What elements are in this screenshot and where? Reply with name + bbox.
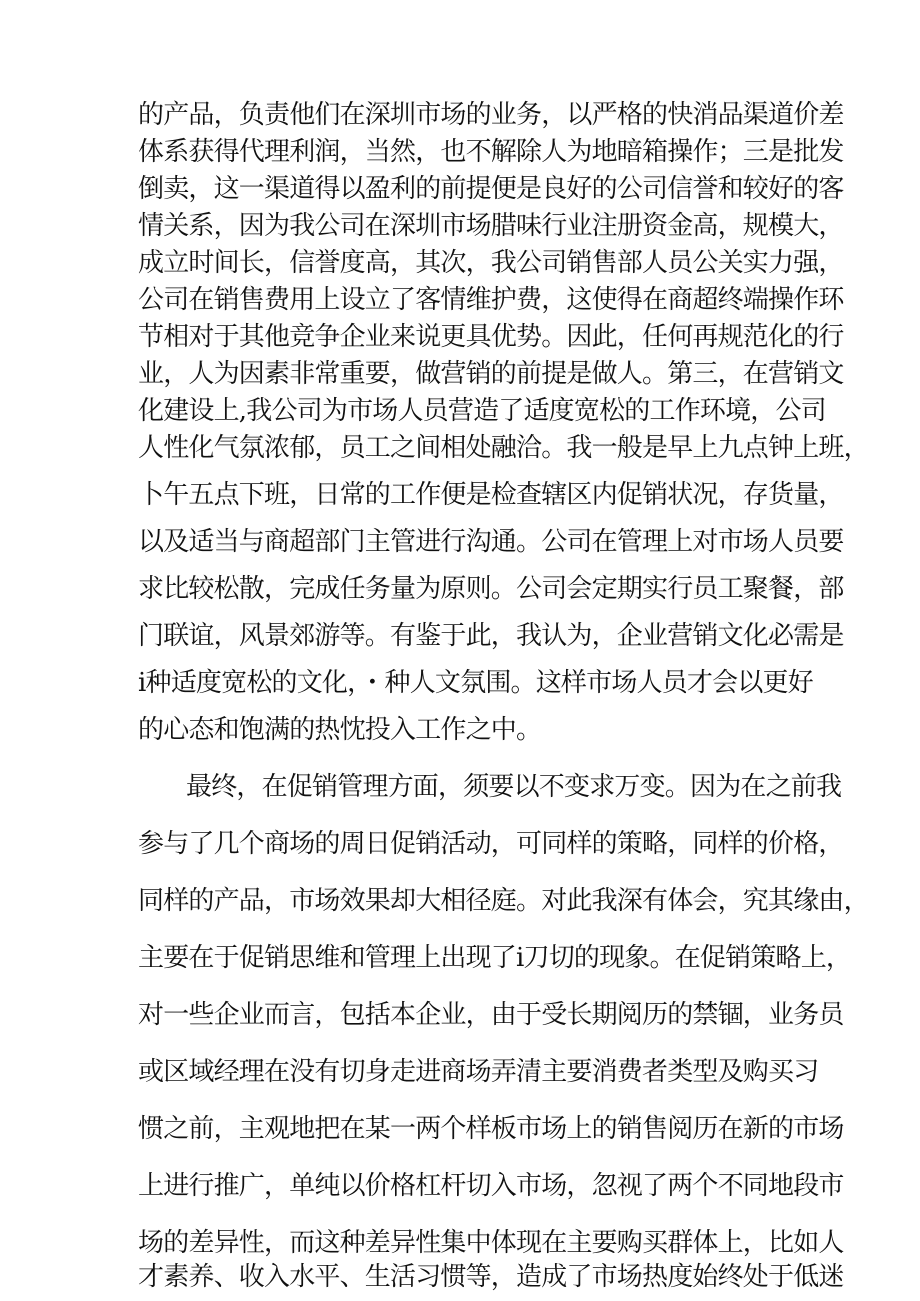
text-line: 最终，在促销管理方面，须要以不变求万变。因为在之前我 — [186, 772, 842, 802]
text-line: 才素养、收入水平、生活习惯等，造成了市场热度始终处于低迷 — [138, 1262, 844, 1292]
text-line: 对一些企业而言，包括本企业，由于受长期阅历的禁锢，业务员 — [138, 1000, 844, 1030]
text-line: 门联谊，风景郊游等。有鉴于此，我认为，企业营销文化必需是 — [138, 621, 844, 651]
text-line: 公司在销售费用上设立了客情维护费，这使得在商超终端操作环 — [138, 285, 844, 315]
text-line: 人性化气氛浓郁，员工之间相处融洽。我一般是早上九点钟上班， — [138, 433, 869, 463]
text-line: 主要在于促销思维和管理上出现了i刀切的现象。在促销策略上， — [138, 943, 852, 973]
text-line: 同样的产品，市场效果却大相径庭。对此我深有体会，究其缘由， — [138, 886, 869, 916]
text-line: 节相对于其他竞争企业来说更具优势。因此，任何再规范化的行 — [138, 322, 844, 352]
text-line: 倒卖，这一渠道得以盈利的前提便是良好的公司信誉和较好的客 — [138, 174, 844, 204]
text-line: 上进行推广，单纯以价格杠杆切入市场，忽视了两个不同地段市 — [138, 1171, 844, 1201]
text-line: 成立时间长，信誉度高，其次，我公司销售部人员公关实力强， — [138, 248, 844, 278]
text-line: 惯之前，主观地把在某一两个样板市场上的销售阅历在新的市场 — [138, 1114, 844, 1144]
text-line: 求比较松散，完成任务量为原则。公司会定期实行员工聚餐，部 — [138, 574, 844, 604]
text-line: 参与了几个商场的周日促销活动，可同样的策略，同样的价格， — [138, 829, 844, 859]
text-line: 情关系，因为我公司在深圳市场腊味行业注册资金高，规模大， — [138, 211, 844, 241]
text-line: i种适度宽松的文化，・种人文氛围。这样市场人员才会以更好 — [138, 668, 813, 698]
text-line: 的心态和饱满的热忱投入工作之中。 — [138, 715, 542, 745]
text-line: 体系获得代理利润，当然，也不解除人为地暗箱操作；三是批发 — [138, 137, 844, 167]
text-line: 业，人为因素非常重要，做营销的前提是做人。第三，在营销文 — [138, 359, 844, 389]
text-line: 以及适当与商超部门主管进行沟通。公司在管理上对市场人员要 — [138, 527, 844, 557]
text-line: 场的差异性，而这种差异性集中体现在主要购买群体上，比如人 — [138, 1228, 844, 1258]
text-line: 卜午五点下班，日常的工作便是检查辖区内促销状况，存货量， — [138, 480, 844, 510]
text-line: 的产品，负责他们在深圳市场的业务，以严格的快消品渠道价差 — [138, 100, 844, 130]
text-line: 化建设上,我公司为市场人员营造了适度宽松的工作环境，公司 — [138, 396, 826, 426]
text-line: 或区域经理在没有切身走进商场弄清主要消费者类型及购买习 — [138, 1057, 819, 1087]
